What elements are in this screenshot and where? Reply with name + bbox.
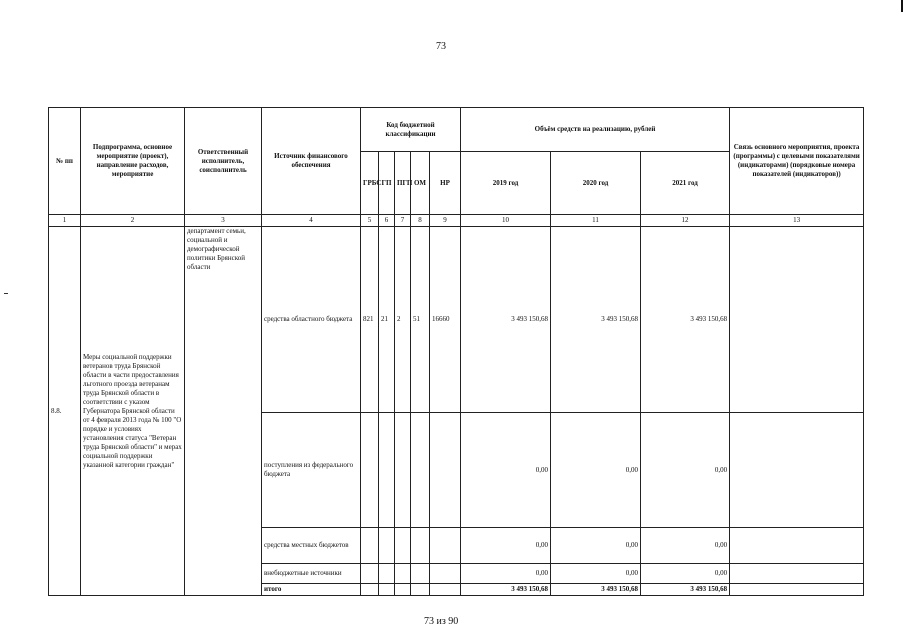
- indicator-link: [730, 528, 864, 563]
- header-program: Подпрограмма, основное мероприятие (проект), направление расходов, мероприятие: [81, 108, 185, 215]
- code-om: [411, 563, 430, 583]
- total-2019: 3 493 150,68: [461, 583, 551, 595]
- indicator-link: [730, 563, 864, 583]
- column-number: 8: [411, 215, 430, 227]
- indicator-link: [730, 227, 864, 413]
- code-pgp: [395, 413, 411, 528]
- amount-2020: 3 493 150,68: [551, 227, 641, 413]
- code-np: [430, 413, 461, 528]
- total-label: итого: [262, 583, 361, 595]
- code-grbs: [361, 413, 379, 528]
- amount-2021: 0,00: [641, 563, 730, 583]
- column-number: 4: [262, 215, 361, 227]
- total-2020: 3 493 150,68: [551, 583, 641, 595]
- code-np: [430, 583, 461, 595]
- page-number-top: 73: [436, 41, 446, 52]
- code-om: 51: [411, 227, 430, 413]
- code-pgp: [395, 583, 411, 595]
- header-budget-code: Код бюджетной классификации: [361, 108, 461, 152]
- code-pgp: [395, 563, 411, 583]
- column-number-row: [49, 215, 864, 227]
- header-link: Связь основного мероприятия, проекта (программы) с целевыми показателями (индикаторами) (порядковые номера показателей (индикаторов)): [730, 108, 864, 215]
- amount-2020: 0,00: [551, 413, 641, 528]
- source-name: средства областного бюджета: [262, 227, 361, 413]
- code-grbs: [361, 528, 379, 563]
- code-np: [430, 528, 461, 563]
- header-gp: ГП: [379, 152, 395, 215]
- code-np: 16660: [430, 227, 461, 413]
- amount-2021: 3 493 150,68: [641, 227, 730, 413]
- source-name: поступления из федерального бюджета: [262, 413, 361, 528]
- code-om: [411, 413, 430, 528]
- page-footer: 73 из 90: [424, 616, 459, 627]
- code-grbs: 821: [361, 227, 379, 413]
- column-number: 3: [185, 215, 262, 227]
- row-number: 8.8.: [49, 227, 81, 596]
- code-grbs: [361, 583, 379, 595]
- column-number: 1: [49, 215, 81, 227]
- code-pgp: [395, 528, 411, 563]
- total-2021: 3 493 150,68: [641, 583, 730, 595]
- code-grbs: [361, 563, 379, 583]
- column-number: 9: [430, 215, 461, 227]
- amount-2019: 0,00: [461, 528, 551, 563]
- header-om: ОМ: [411, 152, 430, 215]
- column-number: 12: [641, 215, 730, 227]
- amount-2020: 0,00: [551, 528, 641, 563]
- amount-2019: 0,00: [461, 413, 551, 528]
- code-gp: [379, 583, 395, 595]
- scan-edge-mark: [901, 0, 903, 12]
- code-np: [430, 563, 461, 583]
- header-row-top: [49, 108, 864, 152]
- code-pgp: 2: [395, 227, 411, 413]
- code-om: [411, 528, 430, 563]
- header-year-2020: 2020 год: [551, 152, 641, 215]
- indicator-link: [730, 583, 864, 595]
- header-responsible: Ответственный исполнитель, соисполнитель: [185, 108, 262, 215]
- source-name: внебюджетные источники: [262, 563, 361, 583]
- code-gp: [379, 563, 395, 583]
- amount-2020: 0,00: [551, 563, 641, 583]
- budget-table: [48, 107, 864, 596]
- code-gp: [379, 528, 395, 563]
- code-gp: 21: [379, 227, 395, 413]
- indicator-link: [730, 413, 864, 528]
- table-row: [49, 227, 864, 413]
- column-number: 13: [730, 215, 864, 227]
- header-np: НР: [430, 152, 461, 215]
- code-om: [411, 583, 430, 595]
- column-number: 10: [461, 215, 551, 227]
- header-year-2019: 2019 год: [461, 152, 551, 215]
- header-volume: Объём средств на реализацию, рублей: [461, 108, 730, 152]
- code-gp: [379, 413, 395, 528]
- row-responsible: департамент семьи, социальной и демографической политики Брянской области: [185, 227, 262, 596]
- header-year-2021: 2021 год: [641, 152, 730, 215]
- amount-2021: 0,00: [641, 413, 730, 528]
- row-program: Меры социальной поддержки ветеранов труда Брянской области в части предоставления льготного проезда ветеранам труда Брянской области в соответствии с указом Губернатора Брянской области от 4 февраля 2013 года № 100 "О порядке и условиях установления статуса "Ветеран труда Брянской области" и мерах социальной поддержки указанной категории граждан": [81, 227, 185, 596]
- amount-2019: 3 493 150,68: [461, 227, 551, 413]
- amount-2019: 0,00: [461, 563, 551, 583]
- column-number: 6: [379, 215, 395, 227]
- header-num: № пп: [49, 108, 81, 215]
- header-source: Источник финансового обеспечения: [262, 108, 361, 215]
- header-grbs: ГРБС: [361, 152, 379, 215]
- amount-2021: 0,00: [641, 528, 730, 563]
- scan-side-mark: [4, 293, 8, 294]
- column-number: 5: [361, 215, 379, 227]
- source-name: средства местных бюджетов: [262, 528, 361, 563]
- column-number: 2: [81, 215, 185, 227]
- column-number: 7: [395, 215, 411, 227]
- column-number: 11: [551, 215, 641, 227]
- header-pgp: ПГП: [395, 152, 411, 215]
